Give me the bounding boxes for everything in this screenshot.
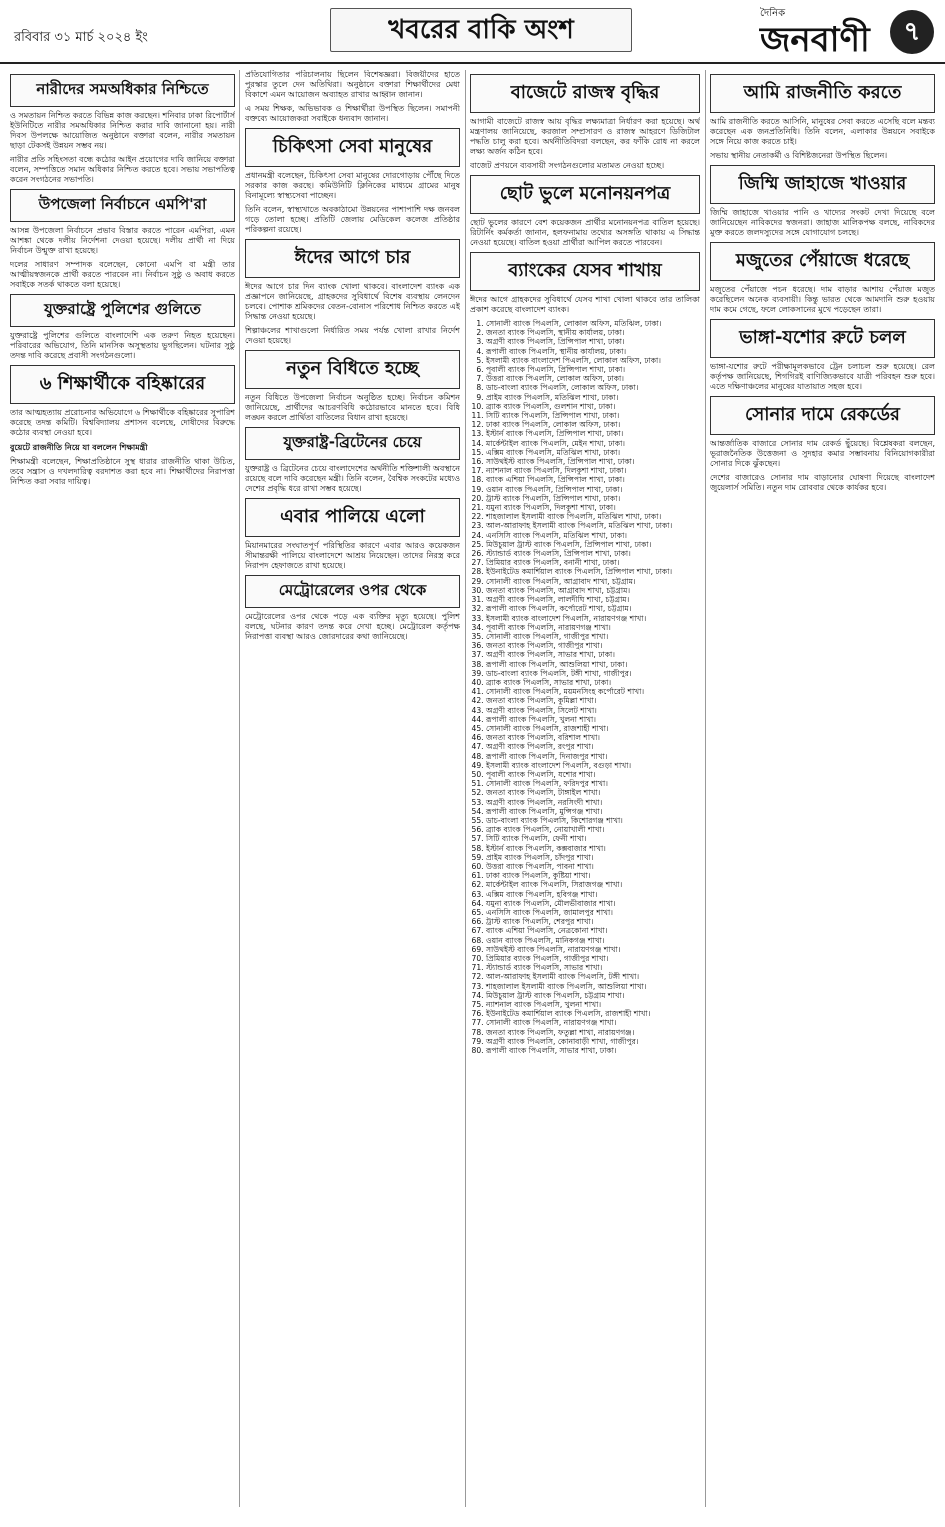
column-rule bbox=[465, 70, 466, 1507]
branch-item: 26. স্ট্যান্ডার্ড ব্যাংক পিএলসি, প্রিন্সিপাল শাখা, ঢাকা। bbox=[486, 549, 700, 558]
branch-item: 64. যমুনা ব্যাংক পিএলসি, মৌলভীবাজার শাখা। bbox=[486, 899, 700, 908]
article-text: তিনি বলেন, স্বাস্থ্যখাতে অবকাঠামো উন্নয়নের পাশাপাশি দক্ষ জনবল গড়ে তোলা হচ্ছে। প্রতিটি জেলায় মেডিকেল কলেজ প্রতিষ্ঠার পরিকল্পনা রয়েছে। bbox=[245, 205, 460, 234]
branch-item: 29. সোনালী ব্যাংক পিএলসি, আগ্রাবাদ শাখা, চট্টগ্রাম। bbox=[486, 577, 700, 586]
branch-item: 79. অগ্রণী ব্যাংক পিএলসি, কোনাবাড়ী শাখা, গাজীপুর। bbox=[486, 1037, 700, 1046]
branch-item: 12. ঢাকা ব্যাংক পিএলসি, লোকাল অফিস, ঢাকা। bbox=[486, 420, 700, 429]
headline-budget-revenue: বাজেটে রাজস্ব বৃদ্ধির bbox=[470, 74, 700, 113]
headline-bhanga-jessore: ভাঙ্গা-যশোর রুটে চলল bbox=[710, 319, 935, 358]
branch-item: 32. রূপালী ব্যাংক পিএলসি, কর্পোরেট শাখা, চট্টগ্রাম। bbox=[486, 604, 700, 613]
branch-item: 65. এনসিসি ব্যাংক পিএলসি, জামালপুর শাখা। bbox=[486, 908, 700, 917]
article-text: ঈদের আগে চার দিন ব্যাংক খোলা থাকবে। বাংলাদেশ ব্যাংক এক প্রজ্ঞাপনে জানিয়েছে, গ্রাহকদের সুবিধার্থে বিশেষ ব্যবস্থায় লেনদেন চলবে। পোশাক শ্রমিকদের বেতন-বোনাস পরিশোধ নিশ্চিত করতে এই সিদ্ধান্ত নেওয়া হয়েছে। bbox=[245, 282, 460, 321]
subheading: বুয়েটে রাজনীতি নিয়ে যা বললেন শিক্ষামন্ত্রী bbox=[10, 443, 148, 452]
article-text: আমি রাজনীতি করতে আসিনি, মানুষের সেবা করতে এসেছি বলে মন্তব্য করেছেন এক জনপ্রতিনিধি। তিনি বলেন, এলাকার উন্নয়নে সবাইকে সঙ্গে নিয়ে কাজ করতে চাই। bbox=[710, 117, 935, 146]
headline-gold-price: সোনার দামে রেকর্ডের bbox=[710, 396, 935, 435]
branch-item: 57. সিটি ব্যাংক পিএলসি, ফেনী শাখা। bbox=[486, 834, 700, 843]
article-text: আন্তর্জাতিক বাজারে সোনার দাম রেকর্ড ছুঁয়েছে। বিশ্লেষকরা বলছেন, ভূরাজনৈতিক উত্তেজনা ও সুদহার কমার সম্ভাবনায় বিনিয়োগকারীরা সোনার দিকে ঝুঁকছেন। bbox=[710, 439, 935, 468]
newspaper-logo bbox=[760, 6, 880, 60]
branch-item: 49. ইসলামী ব্যাংক বাংলাদেশ পিএলসি, বগুড়া শাখা। bbox=[486, 761, 700, 770]
branch-item: 75. ন্যাশনাল ব্যাংক পিএলসি, খুলনা শাখা। bbox=[486, 1000, 700, 1009]
branch-item: 21. যমুনা ব্যাংক পিএলসি, দিলকুশা শাখা, ঢাকা। bbox=[486, 503, 700, 512]
branch-item: 41. সোনালী ব্যাংক পিএলসি, ময়মনসিংহ কর্পোরেট শাখা। bbox=[486, 687, 700, 696]
logo-prefix: দৈনিক bbox=[760, 8, 786, 19]
article-text: জিম্মি জাহাজে খাওয়ার পানি ও খাদ্যের সংকট দেখা দিয়েছে বলে জানিয়েছেন নাবিকদের স্বজনরা। জাহাজ মালিকপক্ষ বলছে, নাবিকদের মুক্ত করতে জলদস্যুদের সঙ্গে যোগাযোগ চলছে। bbox=[710, 208, 935, 237]
branch-item: 13. ইস্টার্ন ব্যাংক পিএলসি, প্রিন্সিপাল শাখা, ঢাকা। bbox=[486, 429, 700, 438]
branch-item: 48. রূপালী ব্যাংক পিএলসি, দিনাজপুর শাখা। bbox=[486, 752, 700, 761]
branch-item: 74. মিউচুয়াল ট্রাস্ট ব্যাংক পিএলসি, চট্টগ্রাম শাখা। bbox=[486, 991, 700, 1000]
headline-women-rights: নারীদের সমঅধিকার নিশ্চিতে bbox=[10, 74, 235, 107]
branch-item: 80. রূপালী ব্যাংক পিএলসি, সাভার শাখা, ঢাকা। bbox=[486, 1046, 700, 1055]
branch-item: 34. পূবালী ব্যাংক পিএলসি, নারায়ণগঞ্জ শাখা। bbox=[486, 623, 700, 632]
article-text: যুক্তরাষ্ট্র ও ব্রিটেনের চেয়ে বাংলাদেশের অর্থনীতি শক্তিশালী অবস্থানে রয়েছে বলে দাবি করেছেন মন্ত্রী। তিনি বলেন, বৈশ্বিক সংকটের মধ্যেও দেশের প্রবৃদ্ধি ধরে রাখা সম্ভব হয়েছে। bbox=[245, 464, 460, 493]
article-text: ঈদের আগে গ্রাহকদের সুবিধার্থে যেসব শাখা খোলা থাকবে তার তালিকা প্রকাশ করেছে বাংলাদেশ ব্যাংক। bbox=[470, 295, 700, 314]
branch-item: 45. সোনালী ব্যাংক পিএলসি, রাজশাহী শাখা। bbox=[486, 724, 700, 733]
page-number: ৭ bbox=[890, 10, 934, 54]
branch-item: 2. জনতা ব্যাংক পিএলসি, স্থানীয় কার্যালয়, ঢাকা। bbox=[486, 328, 700, 337]
branch-item: 56. ব্র্যাক ব্যাংক পিএলসি, নোয়াখালী শাখা। bbox=[486, 825, 700, 834]
masthead bbox=[0, 0, 945, 64]
column-2 bbox=[245, 70, 460, 1507]
branch-item: 55. ডাচ-বাংলা ব্যাংক পিএলসি, কিশোরগঞ্জ শাখা। bbox=[486, 816, 700, 825]
branch-item: 31. অগ্রণী ব্যাংক পিএলসি, লালদীঘি শাখা, চট্টগ্রাম। bbox=[486, 595, 700, 604]
branch-item: 52. জনতা ব্যাংক পিএলসি, টাঙ্গাইল শাখা। bbox=[486, 788, 700, 797]
article-text: দলের সাধারণ সম্পাদক বলেছেন, কোনো এমপি বা মন্ত্রী তার আত্মীয়স্বজনকে প্রার্থী করতে পারবেন না। নির্বাচন সুষ্ঠু ও অবাধ করতে সবাইকে সতর্ক থাকতে বলা হয়েছে। bbox=[10, 260, 235, 289]
headline-metrorail: মেট্রোরেলের ওপর থেকে bbox=[245, 575, 460, 608]
branch-item: 63. এক্সিম ব্যাংক পিএলসি, হবিগঞ্জ শাখা। bbox=[486, 890, 700, 899]
branch-item: 9. প্রাইম ব্যাংক পিএলসি, মতিঝিল শাখা, ঢাকা। bbox=[486, 393, 700, 402]
branch-item: 17. ন্যাশনাল ব্যাংক পিএলসি, দিলকুশা শাখা, ঢাকা। bbox=[486, 466, 700, 475]
branch-item: 16. সাউথইস্ট ব্যাংক পিএলসি, প্রিন্সিপাল শাখা, ঢাকা। bbox=[486, 457, 700, 466]
branch-item: 23. আল-আরাফাহ ইসলামী ব্যাংক পিএলসি, মতিঝিল শাখা, ঢাকা। bbox=[486, 521, 700, 530]
branch-item: 15. এক্সিম ব্যাংক পিএলসি, মতিঝিল শাখা, ঢাকা। bbox=[486, 448, 700, 457]
branch-item: 27. প্রিমিয়ার ব্যাংক পিএলসি, বনানী শাখা, ঢাকা। bbox=[486, 558, 700, 567]
branch-item: 66. ট্রাস্ট ব্যাংক পিএলসি, শেরপুর শাখা। bbox=[486, 917, 700, 926]
issue-date: রবিবার ৩১ মার্চ ২০২৪ ইং bbox=[14, 30, 148, 45]
headline-hostage-ship: জিম্মি জাহাজে খাওয়ার bbox=[710, 165, 935, 204]
article-text: তার আত্মহত্যায় প্ররোচনার অভিযোগে ৬ শিক্ষার্থীকে বহিষ্কারের সুপারিশ করেছে তদন্ত কমিটি। বিশ্ববিদ্যালয় প্রশাসন বলেছে, দোষীদের বিরুদ্ধে কঠোর ব্যবস্থা নেওয়া হবে। bbox=[10, 408, 235, 437]
article-text: আসন্ন উপজেলা নির্বাচনে প্রভাব বিস্তার করতে পারেন এমপিরা, এমন আশঙ্কা থেকে দলীয় নির্দেশনা দেওয়া হয়েছে। দলীয় প্রার্থী না দিয়ে নির্বাচন উন্মুক্ত রাখা হয়েছে। bbox=[10, 226, 235, 255]
column-rule bbox=[239, 70, 240, 1507]
headline-healthcare: চিকিৎসা সেবা মানুষের bbox=[245, 128, 460, 167]
headline-eid-banks: ঈদের আগে চার bbox=[245, 239, 460, 278]
article-text: প্রধানমন্ত্রী বলেছেন, চিকিৎসা সেবা মানুষের দোরগোড়ায় পৌঁছে দিতে সরকার কাজ করছে। কমিউনিটি ক্লিনিকের মাধ্যমে গ্রামের মানুষ বিনামূল্যে স্বাস্থ্যসেবা পাচ্ছেন। bbox=[245, 171, 460, 200]
article-text: যুক্তরাষ্ট্রে পুলিশের গুলিতে বাংলাদেশি এক তরুণ নিহত হয়েছেন। পরিবারের অভিযোগ, তিনি মানসিক অসুস্থতায় ভুগছিলেন। ঘটনার সুষ্ঠু তদন্ত দাবি করেছে প্রবাসী সংগঠনগুলো। bbox=[10, 331, 235, 360]
headline-us-britain: যুক্তরাষ্ট্র-ব্রিটেনের চেয়ে bbox=[245, 427, 460, 460]
branch-item: 54. রূপালী ব্যাংক পিএলসি, মুন্সিগঞ্জ শাখা। bbox=[486, 807, 700, 816]
branch-item: 68. ওয়ান ব্যাংক পিএলসি, মানিকগঞ্জ শাখা। bbox=[486, 936, 700, 945]
branch-item: 5. ইসলামী ব্যাংক বাংলাদেশ পিএলসি, লোকাল অফিস, ঢাকা। bbox=[486, 356, 700, 365]
branch-item: 42. জনতা ব্যাংক পিএলসি, কুমিল্লা শাখা। bbox=[486, 696, 700, 705]
branch-item: 62. মার্কেন্টাইল ব্যাংক পিএলসি, সিরাজগঞ্জ শাখা। bbox=[486, 880, 700, 889]
branch-item: 37. অগ্রণী ব্যাংক পিএলসি, সাভার শাখা, ঢাকা। bbox=[486, 650, 700, 659]
branch-item: 69. সাউথইস্ট ব্যাংক পিএলসি, নারায়ণগঞ্জ শাখা। bbox=[486, 945, 700, 954]
article-text: দেশের বাজারেও সোনার দাম বাড়ানোর ঘোষণা দিয়েছে বাংলাদেশ জুয়েলার্স সমিতি। নতুন দাম রোববার থেকে কার্যকর হবে। bbox=[710, 473, 935, 492]
article-text: সভায় স্থানীয় নেতাকর্মী ও বিশিষ্টজনেরা উপস্থিত ছিলেন। bbox=[710, 151, 888, 160]
article-text: এ সময় শিক্ষক, অভিভাবক ও শিক্ষার্থীরা উপস্থিত ছিলেন। সমাপনী বক্তব্যে আয়োজকরা সবাইকে ধন্যবাদ জানান। bbox=[245, 104, 460, 123]
headline-upazila-mps: উপজেলা নির্বাচনে এমপি'রা bbox=[10, 189, 235, 222]
branch-item: 39. ডাচ-বাংলা ব্যাংক পিএলসি, টঙ্গী শাখা, গাজীপুর। bbox=[486, 669, 700, 678]
article-text: আগামী বাজেটে রাজস্ব আয় বৃদ্ধির লক্ষ্যমাত্রা নির্ধারণ করা হয়েছে। অর্থ মন্ত্রণালয় জানিয়েছে, করজাল সম্প্রসারণ ও রাজস্ব আহরণে ডিজিটাল পদ্ধতি চালু করা হবে। অর্থনীতিবিদরা বলছেন, কর ফাঁকি রোধ না করলে লক্ষ্য অর্জন কঠিন হবে। bbox=[470, 117, 700, 156]
branch-item: 6. পূবালী ব্যাংক পিএলসি, প্রিন্সিপাল শাখা, ঢাকা। bbox=[486, 365, 700, 374]
branch-item: 40. ব্র্যাক ব্যাংক পিএলসি, সাভার শাখা, ঢাকা। bbox=[486, 678, 700, 687]
article-text: প্রতিযোগিতার পরিচালনায় ছিলেন বিশেষজ্ঞরা। বিজয়ীদের হাতে পুরস্কার তুলে দেন অতিথিরা। অনুষ্ঠানে বক্তারা শিক্ষার্থীদের মেধা বিকাশে এমন আয়োজন অব্যাহত রাখার আহ্বান জানান। bbox=[245, 70, 460, 99]
headline-fled: এবার পালিয়ে এলো bbox=[245, 498, 460, 537]
branch-item: 30. জনতা ব্যাংক পিএলসি, আগ্রাবাদ শাখা, চট্টগ্রাম। bbox=[486, 586, 700, 595]
branch-item: 4. রূপালী ব্যাংক পিএলসি, স্থানীয় কার্যালয়, ঢাকা। bbox=[486, 347, 700, 356]
branch-item: 51. সোনালী ব্যাংক পিএলসি, ফরিদপুর শাখা। bbox=[486, 779, 700, 788]
branch-item: 58. ইস্টার্ন ব্যাংক পিএলসি, কক্সবাজার শাখা। bbox=[486, 844, 700, 853]
branch-item: 59. প্রাইম ব্যাংক পিএলসি, চাঁদপুর শাখা। bbox=[486, 853, 700, 862]
section-title: খবরের বাকি অংশ bbox=[330, 8, 632, 52]
branch-item: 60. উত্তরা ব্যাংক পিএলসি, পাবনা শাখা। bbox=[486, 862, 700, 871]
headline-politics: আমি রাজনীতি করতে bbox=[710, 74, 935, 113]
article-text: নারীর প্রতি সহিংসতা বন্ধে কঠোর আইন প্রয়োগের দাবি জানিয়ে বক্তারা বলেন, সম্পত্তিতে সমান অধিকার নিশ্চিত করতে হবে। সভায় সভাপতিত্ব করেন সংগঠনের সভাপতি। bbox=[10, 155, 235, 184]
branch-item: 70. প্রিমিয়ার ব্যাংক পিএলসি, গাজীপুর শাখা। bbox=[486, 954, 700, 963]
branch-item: 50. পূবালী ব্যাংক পিএলসি, যশোর শাখা। bbox=[486, 770, 700, 779]
branch-item: 8. ডাচ-বাংলা ব্যাংক পিএলসি, লোকাল অফিস, ঢাকা। bbox=[486, 383, 700, 392]
headline-bank-branches: ব্যাংকের যেসব শাখায় bbox=[470, 252, 700, 291]
branch-item: 10. ব্র্যাক ব্যাংক পিএলসি, গুলশান শাখা, ঢাকা। bbox=[486, 402, 700, 411]
branch-item: 38. রূপালী ব্যাংক পিএলসি, আশুলিয়া শাখা, ঢাকা। bbox=[486, 660, 700, 669]
column-3 bbox=[470, 70, 700, 1507]
branch-item: 33. ইসলামী ব্যাংক বাংলাদেশ পিএলসি, নারায়ণগঞ্জ শাখা। bbox=[486, 614, 700, 623]
column-rule bbox=[705, 70, 706, 1507]
branch-item: 24. এনসিসি ব্যাংক পিএলসি, মতিঝিল শাখা, ঢাকা। bbox=[486, 531, 700, 540]
branch-item: 14. মার্কেন্টাইল ব্যাংক পিএলসি, মেইন শাখা, ঢাকা। bbox=[486, 439, 700, 448]
branch-item: 44. রূপালী ব্যাংক পিএলসি, খুলনা শাখা। bbox=[486, 715, 700, 724]
article-text: ও সমতায়ন নিশ্চিত করতে বিভিন্ন কাজ করছেন। শনিবার ঢাকা রিপোর্টার্স ইউনিটিতে নারীর সমঅধিকার নিশ্চিত করার দাবি জানানো হয়। নারী দিবস উপলক্ষে আয়োজিত অনুষ্ঠানে বক্তারা বলেন, নারীর সমতায়ন ছাড়া টেকসই উন্নয়ন সম্ভব নয়। bbox=[10, 111, 235, 150]
branch-item: 11. সিটি ব্যাংক পিএলসি, প্রিন্সিপাল শাখা, ঢাকা। bbox=[486, 411, 700, 420]
branch-item: 76. ইউনাইটেড কমার্শিয়াল ব্যাংক পিএলসি, রাজশাহী শাখা। bbox=[486, 1009, 700, 1018]
branch-item: 77. সোনালী ব্যাংক পিএলসি, নারায়ণগঞ্জ শাখা। bbox=[486, 1018, 700, 1027]
headline-students-expelled: ৬ শিক্ষার্থীকে বহিষ্কারের bbox=[10, 365, 235, 404]
branch-item: 43. অগ্রণী ব্যাংক পিএলসি, সিলেট শাখা। bbox=[486, 706, 700, 715]
branch-item: 61. ঢাকা ব্যাংক পিএলসি, কুষ্টিয়া শাখা। bbox=[486, 871, 700, 880]
branch-item: 53. অগ্রণী ব্যাংক পিএলসি, নরসিংদী শাখা। bbox=[486, 798, 700, 807]
article-text: শিক্ষামন্ত্রী বলেছেন, শিক্ষাপ্রতিষ্ঠানে সুস্থ ধারার রাজনীতি থাকা উচিত, তবে সন্ত্রাস ও দখলদারিত্ব বরদাশত করা হবে না। শিক্ষার্থীদের নিরাপত্তা নিশ্চিত করা সবার দায়িত্ব। bbox=[10, 457, 235, 486]
headline-us-police: যুক্তরাষ্ট্রে পুলিশের গুলিতে bbox=[10, 294, 235, 327]
branch-item: 73. শাহজালাল ইসলামী ব্যাংক পিএলসি, আশুলিয়া শাখা। bbox=[486, 982, 700, 991]
article-text: মজুতের পেঁয়াজে পচন ধরেছে। দাম বাড়ার আশায় পেঁয়াজ মজুত করেছিলেন অনেক ব্যবসায়ী। কিন্তু ভারত থেকে আমদানি শুরু হওয়ায় দাম কমে গেছে, ফলে লোকসানের মুখে পড়েছেন তারা। bbox=[710, 285, 935, 314]
branch-item: 46. জনতা ব্যাংক পিএলসি, বরিশাল শাখা। bbox=[486, 733, 700, 742]
branch-item: 71. স্ট্যান্ডার্ড ব্যাংক পিএলসি, সাভার শাখা। bbox=[486, 963, 700, 972]
headline-new-rules: নতুন বিধিতে হচ্ছে bbox=[245, 350, 460, 389]
column-1 bbox=[10, 70, 235, 1507]
branch-item: 25. মিউচুয়াল ট্রাস্ট ব্যাংক পিএলসি, প্রিন্সিপাল শাখা, ঢাকা। bbox=[486, 540, 700, 549]
article-text: নতুন বিধিতে উপজেলা নির্বাচন অনুষ্ঠিত হচ্ছে। নির্বাচন কমিশন জানিয়েছে, প্রার্থীদের আচরণবিধি কঠোরভাবে মানতে হবে। বিধি লঙ্ঘন করলে প্রার্থিতা বাতিলের বিধান রাখা হয়েছে। bbox=[245, 393, 460, 422]
branch-item: 36. জনতা ব্যাংক পিএলসি, গাজীপুর শাখা। bbox=[486, 641, 700, 650]
branch-item: 18. ব্যাংক এশিয়া পিএলসি, প্রিন্সিপাল শাখা, ঢাকা। bbox=[486, 475, 700, 484]
article-text: ভাঙ্গা-যশোর রুটে পরীক্ষামূলকভাবে ট্রেন চলাচল শুরু হয়েছে। রেল কর্তৃপক্ষ জানিয়েছে, শিগগিরই বাণিজ্যিকভাবে যাত্রী পরিবহন শুরু হবে। এতে দক্ষিণাঞ্চলের মানুষের যাতায়াত সহজ হবে। bbox=[710, 362, 935, 391]
headline-nomination: ছোট ভুলে মনোনয়নপত্র bbox=[470, 175, 700, 214]
article-text: শিল্পাঞ্চলের শাখাগুলো নির্ধারিত সময় পর্যন্ত খোলা রাখার নির্দেশ দেওয়া হয়েছে। bbox=[245, 326, 460, 345]
article-text: মেট্রোরেলের ওপর থেকে পড়ে এক ব্যক্তির মৃত্যু হয়েছে। পুলিশ বলছে, ঘটনার কারণ তদন্ত করে দেখা হচ্ছে। মেট্রোরেল কর্তৃপক্ষ নিরাপত্তা ব্যবস্থা আরও জোরদারের কথা জানিয়েছে। bbox=[245, 612, 460, 641]
article-text: বাজেট প্রণয়নে ব্যবসায়ী সংগঠনগুলোর মতামত নেওয়া হচ্ছে। bbox=[470, 161, 665, 170]
branch-item: 20. ট্রাস্ট ব্যাংক পিএলসি, প্রিন্সিপাল শাখা, ঢাকা। bbox=[486, 494, 700, 503]
branch-item: 67. ব্যাংক এশিয়া পিএলসি, নেত্রকোনা শাখা। bbox=[486, 926, 700, 935]
column-4 bbox=[710, 70, 935, 1507]
branch-item: 3. অগ্রণী ব্যাংক পিএলসি, প্রিন্সিপাল শাখা, ঢাকা। bbox=[486, 337, 700, 346]
branch-list bbox=[470, 319, 700, 1055]
branch-item: 1. সোনালী ব্যাংক পিএলসি, লোকাল অফিস, মতিঝিল, ঢাকা। bbox=[486, 319, 700, 328]
article-text: ছোট ভুলের কারণে বেশ কয়েকজন প্রার্থীর মনোনয়নপত্র বাতিল হয়েছে। রিটার্নিং কর্মকর্তা জানান, হলফনামায় তথ্যের অসঙ্গতি থাকায় এ সিদ্ধান্ত নেওয়া হয়েছে। বাতিল হওয়া প্রার্থীরা আপিল করতে পারবেন। bbox=[470, 218, 700, 247]
logo-word: জনবাণী bbox=[760, 20, 870, 60]
article-text: মিয়ানমারের সংঘাতপূর্ণ পরিস্থিতির কারণে এবার আরও কয়েকজন সীমান্তরক্ষী পালিয়ে বাংলাদেশে আশ্রয় নিয়েছেন। তাদের নিরস্ত্র করে নিরাপদ হেফাজতে রাখা হয়েছে। bbox=[245, 541, 460, 570]
branch-item: 47. অগ্রণী ব্যাংক পিএলসি, রংপুর শাখা। bbox=[486, 742, 700, 751]
branch-item: 72. আল-আরাফাহ ইসলামী ব্যাংক পিএলসি, টঙ্গী শাখা। bbox=[486, 972, 700, 981]
branch-item: 19. ওয়ান ব্যাংক পিএলসি, প্রিন্সিপাল শাখা, ঢাকা। bbox=[486, 485, 700, 494]
headline-onion: মজুতের পেঁয়াজে ধরেছে bbox=[710, 242, 935, 281]
branch-item: 22. শাহজালাল ইসলামী ব্যাংক পিএলসি, মতিঝিল শাখা, ঢাকা। bbox=[486, 512, 700, 521]
branch-item: 35. সোনালী ব্যাংক পিএলসি, গাজীপুর শাখা। bbox=[486, 632, 700, 641]
branch-item: 28. ইউনাইটেড কমার্শিয়াল ব্যাংক পিএলসি, প্রিন্সিপাল শাখা, ঢাকা। bbox=[486, 567, 700, 576]
branch-item: 78. জনতা ব্যাংক পিএলসি, ফতুল্লা শাখা, নারায়ণগঞ্জ। bbox=[486, 1028, 700, 1037]
branch-item: 7. উত্তরা ব্যাংক পিএলসি, লোকাল অফিস, ঢাকা। bbox=[486, 374, 700, 383]
